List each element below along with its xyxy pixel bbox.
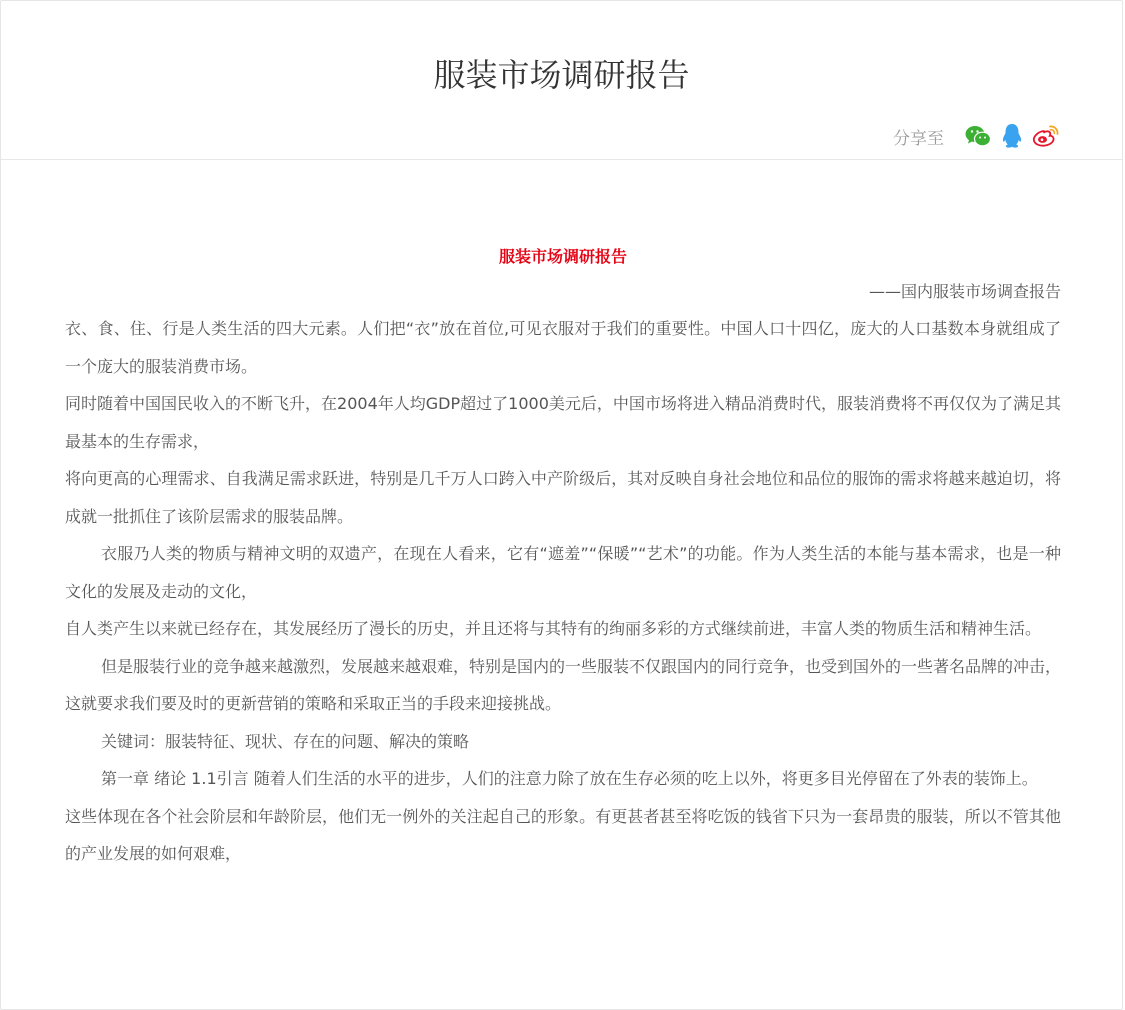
wechat-icon[interactable] bbox=[964, 122, 992, 150]
paragraph: 将向更高的心理需求、自我满足需求跃进，特别是几千万人口跨入中产阶级后，其对反映自身社会地位和品位的服饰的需求将越来越迫切，将成就一批抓住了该阶层需求的服装品牌。 bbox=[65, 469, 1061, 526]
qq-icon[interactable] bbox=[998, 122, 1026, 150]
keywords-paragraph: 关键词：服装特征、现状、存在的问题、解决的策略 bbox=[101, 731, 470, 751]
page-header bbox=[1, 1, 1122, 160]
paragraph: 自人类产生以来就已经存在，其发展经历了漫长的历史，并且还将与其特有的绚丽多彩的方式继续前进，丰富人类的物质生活和精神生活。 bbox=[65, 619, 1042, 638]
article-content bbox=[65, 241, 1061, 873]
paragraph: 第一章 绪论 1.1引言 随着人们生活的水平的进步，人们的注意力除了放在生存必须的吃上以外，将更多目光停留在了外表的装饰上。 bbox=[101, 769, 1038, 788]
share-bar bbox=[893, 121, 1060, 151]
article-title: 服装市场调研报告 bbox=[498, 247, 627, 266]
paragraph: 衣、食、住、行是人类生活的四大元素。人们把“衣”放在首位,可见衣服对于我们的重要性。中国人口十四亿，庞大的人口基数本身就组成了一个庞大的服装消费市场。 bbox=[65, 319, 1061, 376]
page-title: 服装市场调研报告 bbox=[433, 56, 690, 94]
weibo-icon[interactable] bbox=[1032, 122, 1060, 150]
article-subtitle: ——国内服装市场调查报告 bbox=[868, 282, 1061, 301]
share-label: 分享至 bbox=[893, 128, 944, 149]
paragraph: 这就要求我们要及时的更新营销的策略和采取正当的手段来迎接挑战。 bbox=[65, 694, 562, 713]
paragraph: 但是服装行业的竞争越来越激烈，发展越来越艰难，特别是国内的一些服装不仅跟国内的同行竞争，也受到国外的一些著名品牌的冲击， bbox=[101, 656, 1062, 676]
paragraph: 这些体现在各个社会阶层和年龄阶层，他们无一例外的关注起自己的形象。有更甚者甚至将吃饭的钱省下只为一套昂贵的服装，所以不管其他的产业发展的如何艰难， bbox=[65, 806, 1061, 863]
paragraph: 衣服乃人类的物质与精神文明的双遗产，在现在人看来，它有“遮羞”“保暖”“艺术”的功能。作为人类生活的本能与基本需求，也是一种文化的发展及走动的文化， bbox=[65, 544, 1061, 601]
paragraph: 同时随着中国国民收入的不断飞升，在2004年人均GDP超过了1000美元后，中国市场将进入精品消费时代，服装消费将不再仅仅为了满足其最基本的生存需求， bbox=[65, 394, 1061, 451]
